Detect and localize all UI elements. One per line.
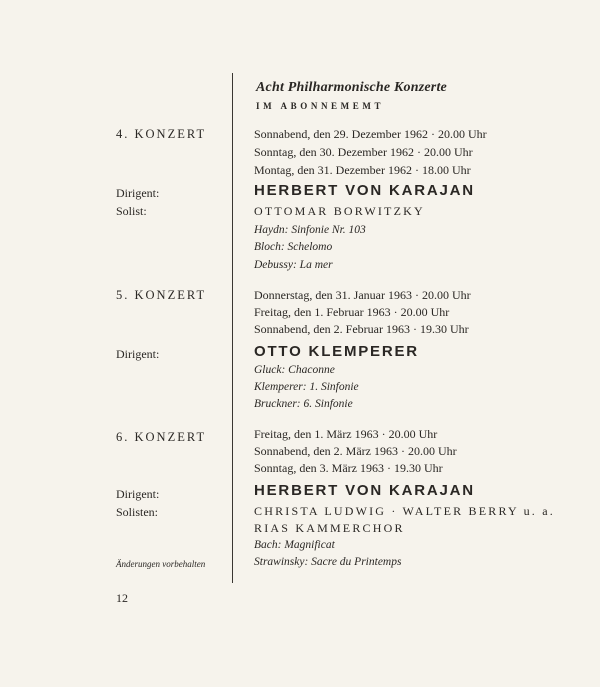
- concert-4-soloist-label: Solist:: [116, 204, 147, 218]
- concert-5-label: 5. KONZERT: [116, 288, 207, 302]
- concert-6-date-3: Sonntag, den 3. März 1963 · 19.30 Uhr: [254, 461, 443, 475]
- concert-5-conductor-label: Dirigent:: [116, 347, 160, 361]
- page-number: 12: [116, 591, 128, 605]
- concert-6-soloists: CHRISTA LUDWIG · WALTER BERRY u. a.: [254, 504, 555, 518]
- concert-5-work-2: Klemperer: 1. Sinfonie: [254, 381, 359, 393]
- concert-6-conductor: HERBERT VON KARAJAN: [254, 482, 475, 499]
- concert-4-label: 4. KONZERT: [116, 127, 207, 141]
- concert-5-date-3: Sonnabend, den 2. Februar 1963 · 19.30 Uhr: [254, 322, 469, 336]
- concert-5-date-2: Freitag, den 1. Februar 1963 · 20.00 Uhr: [254, 305, 450, 319]
- concert-4-work-3: Debussy: La mer: [254, 259, 333, 271]
- concert-5-work-1: Gluck: Chaconne: [254, 364, 335, 376]
- concert-4-date-2: Sonntag, den 30. Dezember 1962 · 20.00 Uhr: [254, 145, 473, 159]
- concert-5-work-3: Bruckner: 6. Sinfonie: [254, 398, 353, 410]
- concert-6-conductor-label: Dirigent:: [116, 487, 160, 501]
- concert-5-conductor: OTTO KLEMPERER: [254, 343, 419, 360]
- program-title: Acht Philharmonische Konzerte: [256, 80, 447, 95]
- concert-6-date-2: Sonnabend, den 2. März 1963 · 20.00 Uhr: [254, 444, 457, 458]
- vertical-divider: [232, 73, 233, 583]
- concert-4-conductor-label: Dirigent:: [116, 186, 160, 200]
- concert-6-work-2: Strawinsky: Sacre du Printemps: [254, 556, 402, 568]
- concert-4-date-3: Montag, den 31. Dezember 1962 · 18.00 Uhr: [254, 163, 471, 177]
- concert-4-work-1: Haydn: Sinfonie Nr. 103: [254, 224, 366, 236]
- concert-6-label: 6. KONZERT: [116, 430, 207, 444]
- concert-6-choir: RIAS KAMMERCHOR: [254, 521, 405, 535]
- concert-6-work-1: Bach: Magnificat: [254, 539, 335, 551]
- concert-4-work-2: Bloch: Schelomo: [254, 241, 333, 253]
- program-subtitle: IM ABONNEMEMT: [256, 101, 385, 111]
- concert-4-soloist: OTTOMAR BORWITZKY: [254, 204, 425, 218]
- concert-5-date-1: Donnerstag, den 31. Januar 1963 · 20.00 Uhr: [254, 288, 471, 302]
- concert-4-conductor: HERBERT VON KARAJAN: [254, 182, 475, 199]
- concert-4-date-1: Sonnabend, den 29. Dezember 1962 · 20.00 Uhr: [254, 127, 487, 141]
- concert-6-soloists-label: Solisten:: [116, 505, 159, 519]
- changes-reserved-note: Änderungen vorbehalten: [116, 559, 206, 569]
- concert-6-date-1: Freitag, den 1. März 1963 · 20.00 Uhr: [254, 427, 438, 441]
